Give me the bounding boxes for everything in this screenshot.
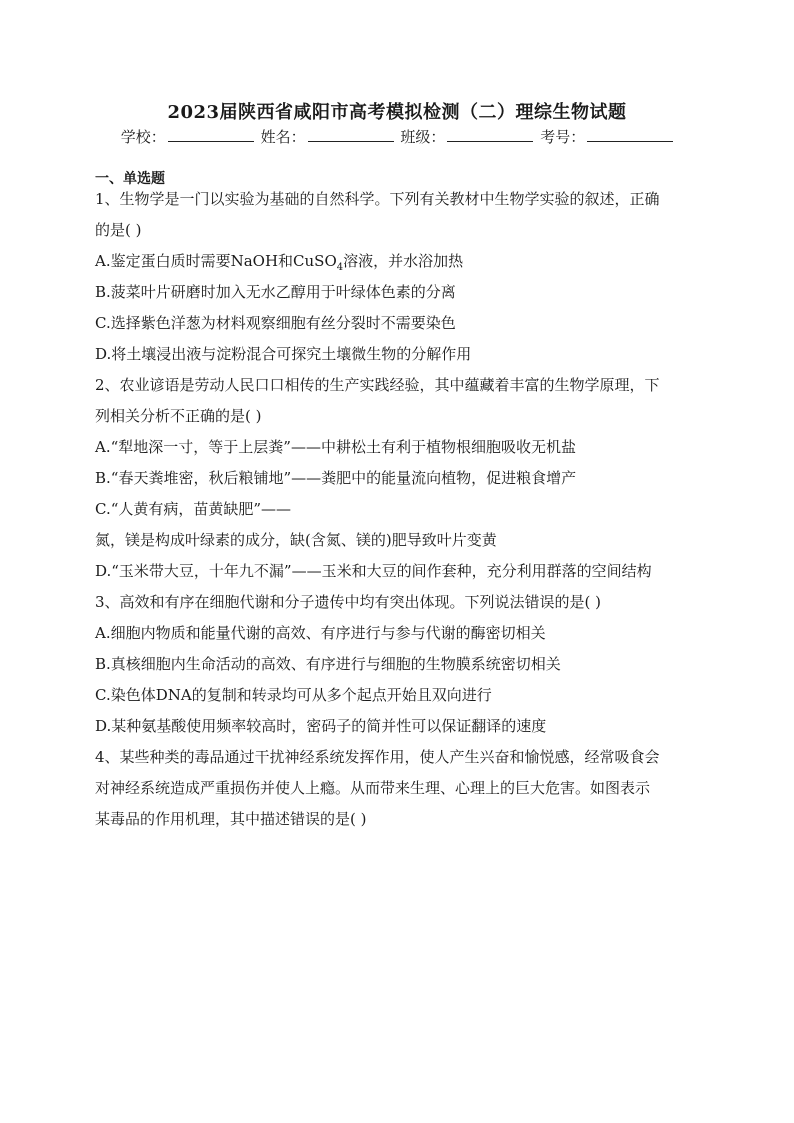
q1-option-a-text: A.鉴定蛋白质时需要NaOH和CuSO [95,252,337,270]
name-field [261,126,394,147]
q2-option-c-line-1: C.“人黄有病，苗黄缺肥”—— [95,500,292,518]
q4-stem-line-3: 某毒品的作用机理，其中描述错误的是( ) [95,810,367,828]
q3-stem: 3、高效和有序在细胞代谢和分子遗传中均有突出体现。下列说法错误的是( ) [95,593,602,611]
q1-option-a-text-end: 溶液，并水浴加热 [343,252,464,270]
section-heading: 一、单选题 [95,171,165,187]
q3-option-b: B.真核细胞内生命活动的高效、有序进行与细胞的生物膜系统密切相关 [95,655,561,673]
exam-number-blank [587,127,673,142]
q1-stem-line-1: 1、生物学是一门以实验为基础的自然科学。下列有关教材中生物学实验的叙述，正确 [95,190,660,208]
q2-option-d: D.“玉米带大豆，十年九不漏”——玉米和大豆的间作套种，充分利用群落的空间结构 [95,562,652,580]
school-blank [168,127,254,142]
q2-stem-line-2: 列相关分析不正确的是( ) [95,407,262,425]
exam-number-label: 考号： [540,128,586,146]
school-label: 学校： [120,128,166,146]
question-3 [95,587,705,742]
school-field [121,126,254,147]
q3-option-c: C.染色体DNA的复制和转录均可从多个起点开始且双向进行 [95,686,492,704]
question-1 [95,184,705,370]
q3-option-a: A.细胞内物质和能量代谢的高效、有序进行与参与代谢的酶密切相关 [95,624,546,642]
q2-stem-line-1: 2、农业谚语是劳动人民口口相传的生产实践经验，其中蕴藏着丰富的生物学原理，下 [95,376,660,394]
q3-option-d: D.某种氨基酸使用频率较高时，密码子的简并性可以保证翻译的速度 [95,717,547,735]
class-blank [447,127,533,142]
q1-option-b: B.菠菜叶片研磨时加入无水乙醇用于叶绿体色素的分离 [95,283,456,301]
name-label: 姓名： [260,128,306,146]
exam-title: 2023届陕西省咸阳市高考模拟检测（二）理综生物试题 [167,102,627,123]
q4-stem-line-2: 对神经系统造成严重损伤并使人上瘾。从而带来生理、心理上的巨大危害。如图表示 [95,779,651,797]
name-blank [308,127,394,142]
question-2 [95,370,705,587]
q2-option-c-line-2: 氮，镁是构成叶绿素的成分，缺(含氮、镁的)肥导致叶片变黄 [95,531,497,549]
q1-option-a-subscript: 4 [336,262,344,273]
q1-option-a [95,246,705,277]
exam-number-field [540,126,673,147]
class-field [400,126,533,147]
question-4 [95,742,705,835]
q1-stem-line-2: 的是( ) [95,221,142,239]
q2-option-b: B.“春天粪堆密，秋后粮铺地”——粪肥中的能量流向植物，促进粮食增产 [95,469,577,487]
q1-option-d: D.将土壤浸出液与淀粉混合可探究土壤微生物的分解作用 [95,345,472,363]
q4-stem-line-1: 4、某些种类的毒品通过干扰神经系统发挥作用，使人产生兴奋和愉悦感，经常吸食会 [95,748,660,766]
class-label: 班级： [400,128,446,146]
student-info-row [0,126,794,147]
q1-option-c: C.选择紫色洋葱为材料观察细胞有丝分裂时不需要染色 [95,314,456,332]
q2-option-a: A.“犁地深一寸，等于上层粪”——中耕松土有利于植物根细胞吸收无机盐 [95,438,576,456]
question-list [95,184,705,835]
